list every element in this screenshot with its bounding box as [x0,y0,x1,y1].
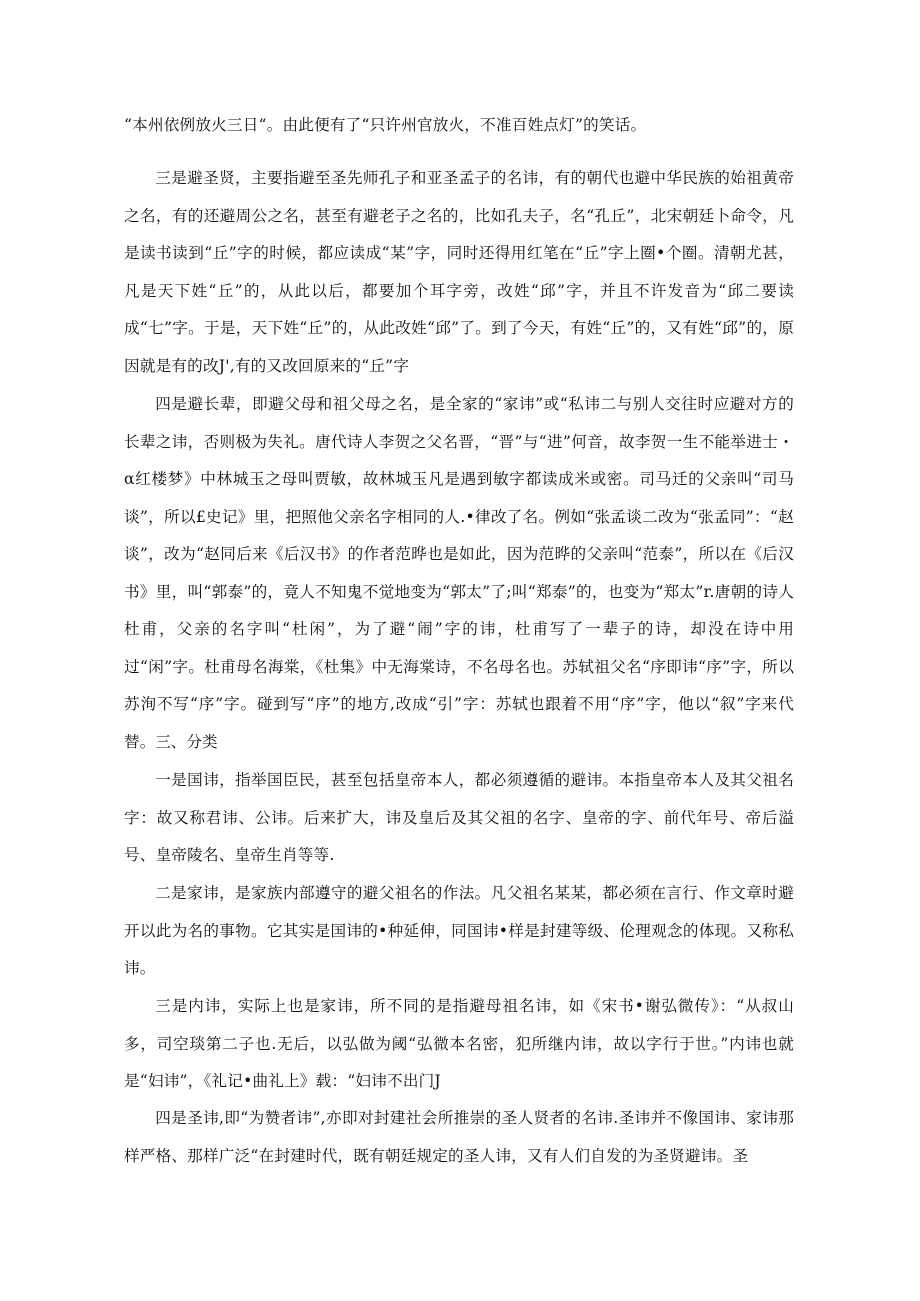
paragraph-avoid-elders: 四是避长辈，即避父母和祖父母之名，是全家的“家讳”或“私讳二与别人交往时应避对方的长辈之讳，否则极为失礼。唐代诗人李贺之父名晋，“晋”与“进”何音，故李贺一生不能举进士・α红楼梦》中林城玉之母叫贾敏，故林城玉凡是遇到敏字都读成米或密。司马迁的父亲叫“司马谈”，所以£史记》里，把照他父亲名字相同的人.•律改了名。例如“张孟谈二改为“张孟同”：“赵谈”，改为“赵同后来《后汉书》的作者范晔也是如此，因为范晔的父亲叫“范泰”，所以在《后汉书》里，叫“郭泰”的，竟人不知鬼不觉地变为“郭太”了;叫“郑泰”的，也变为“郑太”r.唐朝的诗人杜甫，父亲的名字叫“杜闲”，为了避“闹”字的讳，杜甫写了一辈子的诗，却没在诗中用过“闲”字。杜甫母名海棠，《杜集》中无海棠诗，不名母名也。苏轼祖父名“序即讳“序”字，所以苏洵不写“序”字。碰到写“序”的地方,改成“引”字：苏轼也跟着不用“序”字，他以“叙”字来代替。 [124,395,794,751]
paragraph-sage-taboo: 四是圣讳,即“为赞者讳”,亦即对封建社会所推崇的圣人贤者的名讳.圣讳并不像国讳、家讳那样严格、那样广泛“在封建时代，既有朝廷规定的圣人讳，又有人们自发的为圣贤避讳。圣 [124,1109,794,1165]
paragraph-family-taboo: 二是家讳，是家族内部遵守的避父祖名的作法。凡父祖名某某，都必须在言行、作文章时避开以此为名的事物。它其实是国讳的•种延伸，同国讳•样是封建等级、伦理观念的体现。又称私讳。 [124,884,794,977]
section-heading-classification: 三、分类 [155,733,218,751]
paragraph-national-taboo: 一是国讳，指举国臣民，甚至包括皇帝本人，都必须遵循的避讳。本指皇帝本人及其父祖名字：故又称君讳、公讳。后来扩大，讳及皇后及其父祖的名字、皇帝的字、前代年号、帝后溢号、皇帝陵名、皇帝生肖等等. [124,771,794,864]
paragraph-avoid-sages: 三是避圣贤，主要指避至圣先师孔子和亚圣孟子的名讳，有的朝代也避中华民族的始祖黄帝之名，有的还避周公之名，甚至有避老子之名的，比如孔夫子，名“孔丘”，北宋朝廷卜命令，凡是读书读到“丘”字的时候，都应读成“某”字，同时还得用红笔在“丘”字上圈•个圈。清朝尤甚，凡是天下姓“丘”的，从此以后，都要加个耳字旁，改姓“邱”字，并且不许发音为“邱二要读成“七”字。于是，天下姓“丘”的，从此改姓“邱”了。到了今天，有姓“丘”的，又有姓“邱”的，原因就是有的改J',有的又改回原来的“丘”字 [124,169,794,375]
paragraph-fire-saying: “本州依例放火三日“。由此便有了“只许州官放火，不准百姓点灯”的笑话。 [124,116,647,134]
paragraph-inner-taboo: 三是内讳，实际上也是家讳，所不同的是指避母祖名讳，如《宋书•谢弘微传》：“从叔山多，司空琰第二子也.无后，以弘做为阈“弘微本名密，犯所继内讳，故以字行于世。”内讳也就是“妇讳”，《礼记•曲礼上》载：“妇讳不出门J [124,997,794,1090]
